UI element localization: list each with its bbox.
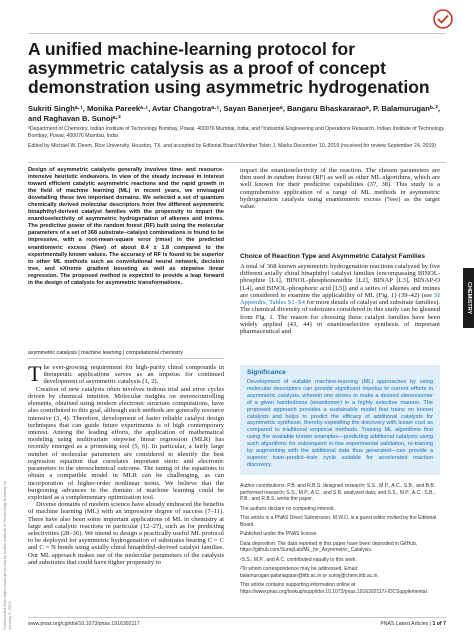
right-paragraph-2 <box>240 263 440 335</box>
significance-title: Significance <box>247 369 286 376</box>
footer-journal: PNAS Latest Articles <box>380 621 429 627</box>
keywords-divider <box>28 358 224 359</box>
si-appendix-link[interactable]: SI Appendix, Tables S1–S4 <box>240 291 440 307</box>
header-divider <box>28 162 446 163</box>
check-for-updates-icon[interactable] <box>432 8 454 30</box>
footer-journal-page <box>380 621 446 627</box>
keywords: asymmetric catalysis | machine learning | computational chemistry <box>28 350 183 356</box>
note-supporting-info[interactable]: This article contains supporting information online at https://www.pnas.org/lookup/suppl/doi:10.1073/pnas.1916392117/-/DCSupplemental. <box>240 582 429 595</box>
note-data-deposition[interactable]: Data deposition: The data reported in this paper have been deposited in GitHub, https://github.com/SunojLab/ML_for_Asymmetric_Catalysis. <box>240 540 418 553</box>
affiliations: ᵃDepartment of Chemistry, Indian Institute of Technology Bombay, Powai, 400076 Mumbai, India; and ᵇIndustrial Engineering and Operations Research, Indian Institute of Technology Bombay, Powai, 400076 Mumbai, India <box>28 126 445 139</box>
right-paragraph-2-text-a: A total of 368 known asymmetric hydrogenation reactions catalyzed by five different axially chiral binaphthyl catalyst families (encompassing BINOL-phosphite [L1], BINOL-phosphoramidite [L2], BINAP [L3], BINAP-O [L4], and BINOL-phosphoric acid [L5]) and a series of alkenes and imines are considered to examine the applicability of ML (Fig. 1) (39–42) (see <box>240 263 440 299</box>
note-competing-interest: The authors declare no competing interest. <box>240 505 336 512</box>
intro-paragraph-3: Diverse domains of modern science have already embraced the benefits of machine learning (ML) with an impressive degree of success (7–11). There have also been some important applications of ML in chemistry at large and catalytic reactions in particular (12–27), such as for predicting selectivities (28–36). We intend to design a practically useful ML protocol to be deployed for asymmetric hydrogenation of substrates bearing C = C and C = N bonds using axially chiral binaphthyl-derived catalyst families. Our ML approach makes use of the molecular parameters of the catalysts and substrates that could have higher propensity to <box>28 501 224 566</box>
abstract: Design of asymmetric catalysts generally involves time- and resource-intensive heuristic endeavors. In view of the steady increase in interest toward efficient catalytic asymmetric reactions and the rapid growth in the field of machine learning (ML) in recent years, we envisaged dovetailing these two important domains. We selected a set of quantum chemically derived molecular descriptors from five different asymmetric binaphthyl-derived catalyst families with the propensity to impart the enantioselectivity of asymmetric hydrogenation of alkenes and imines. The predictive power of the random forest (RF) built using the molecular parameters of a set of 368 substrate–catalyst combinations is found to be impressive, with a root-mean-square error (rmse) in the predicted enantiomeric excess (%ee) of about 8.4 ± 1.8 compared to the experimentally known values. The accuracy of RF is found to be superior to other ML methods such as convolutional neural network, decision tree, and eXtreme gradient boosting as well as stepwise linear regression. The proposed method is expected to provide a leap forward in the design of catalysts for asymmetric transformations. <box>28 167 224 286</box>
intro-first-paragraph: he ever-growing requirement for high-purity chiral compounds in therapeutic applications serves as an impetus for continued development of asymmetric catalysis (1, 2). <box>43 364 224 386</box>
author-notes <box>240 483 440 598</box>
intro-column <box>28 361 224 566</box>
download-watermark: Downloaded from https://www.pnas.org by Indian Institute of Technology Bombay on January 6, 2023 <box>2 480 12 630</box>
footer-doi[interactable]: www.pnas.org/cgi/doi/10.1073/pnas.1916392117 <box>28 621 140 627</box>
footer-page-number: 1 of 7 <box>432 621 446 627</box>
drop-cap: T <box>28 361 42 386</box>
footer-rule <box>28 617 446 618</box>
note-equal-contribution: ¹S.S., M.P., and A.C. contributed equally to this work. <box>240 556 357 563</box>
section-heading: Choice of Reaction Type and Asymmetric Catalyst Families <box>240 253 426 260</box>
author-list: Sukriti Singhᵃ·¹, Monika Pareekᵃ·¹, Avtar Changotraᵃ·¹, Sayan Banerjeeᵃ, Bangaru Bhaskararaoᵃ, P. Balamuruganᵇ·², and Raghavan B. Sunojᵃ·² <box>28 104 440 123</box>
article-title: A unified machine-learning protocol for asymmetric catalysis as a proof of concept demonstration using asymmetric hydrogenation <box>28 39 430 97</box>
significance-text: Development of suitable machine-learning (ML) approaches by using molecular descriptors can provide significant impetus to current efforts in asymmetric catalysis, wherein one strives to make a desired stereoisomer of a given handedness (enantiomer) in a highly selective manner. The proposed approach provides a sustainable model that trains on known catalysts and helps to predict the efficacy of additional catalysts for asymmetric synthesis, thereby expediting the discovery with lesser cost as compared to traditional empirical methods. Training ML algorithms first using the available known examples—predicting additional catalysts using such algorithms for subsequent in-line experimental validation, re-training by augmenting with the additional data thus generated—can provide a superior train–predict–train cycle suitable for accelerated reaction discovery. <box>247 379 433 468</box>
right-paragraph-1: impart the enantioselectivity of the reaction. The chosen parameters are then used in random forest (RF) as well as other ML algorithms, which are well known for their predictive capabilities (37, 38). This study is a comprehensive application of a range of ML methods in asymmetric hydrogenation catalysis using enantiomeric excess (%ee) as the target value. <box>240 167 440 211</box>
section-side-tab: CHEMISTRY <box>463 268 474 328</box>
header-rule <box>28 33 446 34</box>
note-direct-submission: This article is a PNAS Direct Submission. M.W.D. is a guest editor invited by the Editorial Board. <box>240 515 437 528</box>
note-contributions: Author contributions: P.B. and R.B.S. designed research; S.S., M.P., A.C., S.B., and B.B. performed research; S.S., M.P., A.C., and S.B. analyzed data; and S.S., M.P., A.C., S.B., P.B., and R.B.S. wrote the paper. <box>240 483 436 502</box>
significance-box <box>240 365 440 475</box>
intro-paragraph-2: Creation of new catalysts often involves tedious trial and error cycles driven by chemical intuition. Molecular insights on stereocontrolling elements, obtained using modern electronic structure computations, have also contributed to this goal, although such methods are generally resource intensive (3, 4). Therefore, development of faster reliable catalyst design techniques that can guide future experiments is of high contemporary interest. Among the leading efforts, the application of mathematical modeling using multivariate stepwise linear regression (MLR) has recently emerged as a promising tool (5, 6). In particular, a fairly large number of molecular parameters are considered to identify the best regression equation that correlates important steric and electronic parameters to the stereochemical outcome. The tuning of the equations to obtain a compatible model in MLR can be challenging, as can incorporation of higher-order nonlinear terms. We believe that the burgeoning advances in the domain of machine learning could be exploited as a complementary optimization tool. <box>28 385 224 501</box>
note-license[interactable]: Published under the PNAS license. <box>240 531 318 537</box>
edited-by: Edited by Michael W. Deem, Rice University, Houston, TX, and accepted by Editorial Board Member Tobin J. Marks December 10, 2019 (received for review September 24, 2019) <box>28 143 436 149</box>
note-correspondence[interactable]: ²To whom correspondence may be addressed. Email: balamurugan.palaniappan@iitb.ac.in or sunoj@chem.iitb.ac.in. <box>240 566 379 579</box>
footer-separator: | <box>429 621 433 627</box>
right-paragraph-2-text-b: for more details of catalyst and substrate families). The chemical diversity of substrates considered in this study can be gleaned from Fig. 1. The reason for choosing these catalyst families have been widely applied (43, 44) in enantioselective synthesis of important pharmaceutical and <box>240 299 440 335</box>
